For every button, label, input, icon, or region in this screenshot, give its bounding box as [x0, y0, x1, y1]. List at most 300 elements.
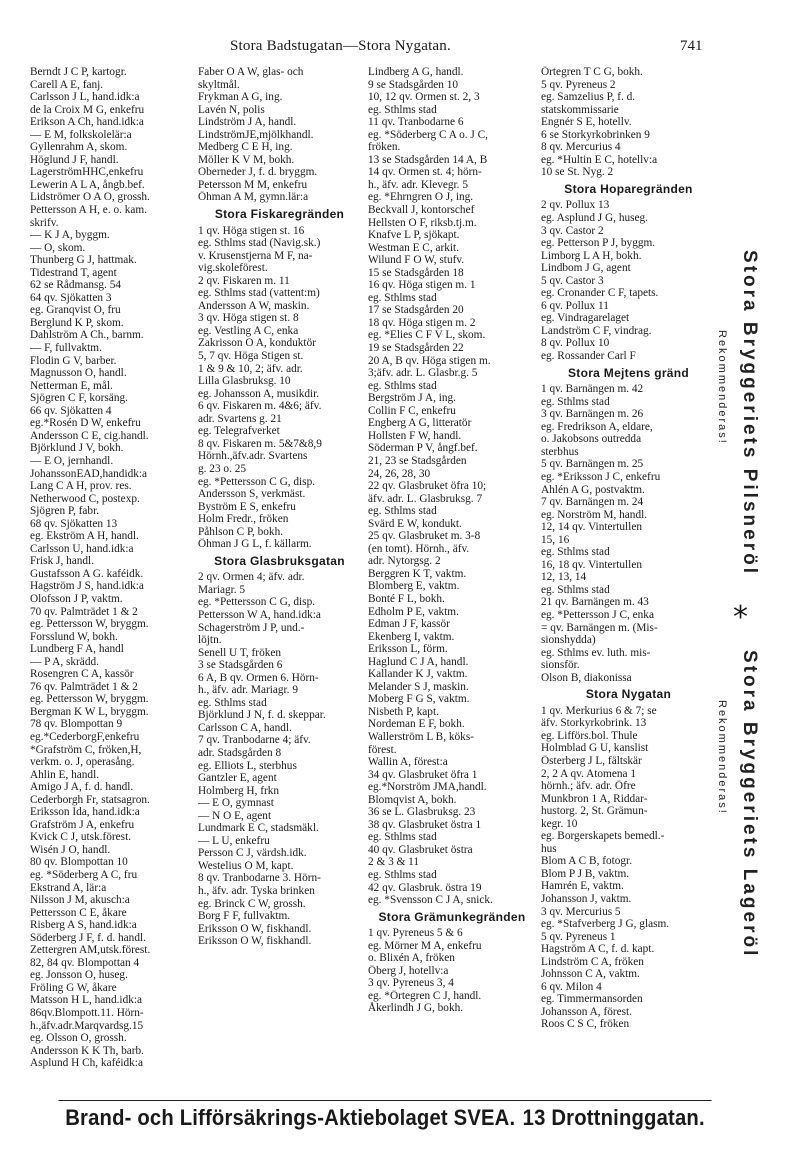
directory-entry: eg. *Söderberg C A o. J C,: [368, 128, 488, 141]
directory-entry: 76 qv. Palmträdet 1 & 2: [30, 680, 138, 693]
directory-entry: eg. Sthlms stad: [541, 395, 610, 408]
directory-entry: Eriksson O W, fiskhandl.: [198, 935, 312, 948]
directory-entry: 36 se L. Glasbruksg. 23: [368, 806, 476, 819]
directory-entry: Schagerström J P, und.-: [198, 621, 305, 634]
directory-entry: Åkerlindh J G, bokh.: [368, 1002, 464, 1015]
directory-entry: de la Croix M G, enkefru: [30, 103, 145, 116]
directory-entry: 10, 12 qv. Ormen st. 2, 3: [368, 91, 480, 104]
directory-entry: 66 qv. Sjökatten 4: [30, 404, 112, 417]
directory-entry: Blomqvist A, bokh.: [368, 793, 457, 806]
directory-entry: 8 qv. Fiskaren m. 5&7&8,9: [198, 437, 322, 450]
directory-entry: (en tomt). Hörnh., äfv.: [368, 542, 470, 555]
directory-entry: skrifv.: [30, 216, 59, 229]
directory-entry: Cederborgh Fr, statsagron.: [30, 793, 150, 806]
directory-entry: Wallin A, förest:a: [368, 756, 448, 769]
directory-entry: Lilla Glasbruksg. 10: [198, 375, 291, 388]
directory-entry: eg. Rossander Carl F: [541, 350, 636, 363]
directory-entry: Lindbom J G, agent: [541, 262, 631, 275]
directory-entry: förest.: [368, 743, 397, 756]
directory-entry: 62 se Rådmansg. 54: [30, 279, 121, 292]
directory-entry: eg. *Pettersson C G, disp.: [198, 475, 316, 488]
directory-entry: statskommissarie: [541, 103, 619, 116]
directory-entry: Johansson J, vaktm.: [541, 893, 632, 905]
directory-entry: eg. Lifförs.bol. Thule: [541, 729, 638, 742]
directory-entry: fröken.: [368, 141, 401, 154]
directory-entry: 6 qv. Pollux 11: [541, 299, 609, 312]
directory-entry: 2 qv. Fiskaren m. 11: [198, 274, 290, 287]
directory-entry: 68 qv. Sjökatten 13: [30, 517, 118, 530]
directory-entry: Flodin G V, barber.: [30, 354, 117, 367]
directory-entry: — K J A, byggm.: [30, 229, 110, 242]
directory-entry: Öhman A M, gymn.lär:a: [198, 191, 309, 204]
directory-entry: eg. Sthlms stad: [368, 291, 437, 304]
directory-entry: Johnsson C A, vaktm.: [541, 968, 640, 981]
directory-entry: — O, skom.: [30, 241, 86, 254]
directory-entry: 42 qv. Glasbruk. östra 19: [368, 881, 482, 894]
directory-entry: eg. Samzelius P, f. d.: [541, 91, 636, 104]
directory-entry: 8 qv. Tranbodarne 3. Hörn-: [198, 872, 321, 885]
directory-entry: eg. Sthlms ev. luth. mis-: [541, 646, 651, 659]
directory-entry: Netherwood C, postexp.: [30, 492, 140, 505]
directory-entry: Magnusson O, handl.: [30, 367, 127, 380]
directory-entry: Frykman A G, ing.: [198, 91, 283, 104]
directory-entry: 34 qv. Glasbruket öfra 1: [368, 768, 478, 781]
directory-entry: 6 se Storkyrkobrinken 9: [541, 128, 650, 141]
star-icon: *: [733, 600, 748, 635]
directory-entry: 1 qv. Merkurius 6 & 7; se: [541, 704, 657, 717]
directory-entry: Matsson H L, hand.idk:a: [30, 994, 143, 1007]
directory-entry: 12, 13, 14: [541, 571, 587, 584]
directory-entry: — F, fullvaktm.: [30, 342, 102, 355]
directory-entry: vig.skoleförest.: [198, 262, 268, 275]
directory-entry: 15, 16: [541, 533, 570, 546]
directory-entry: Petersson M M, enkefru: [198, 178, 308, 191]
directory-entry: 19 se Stadsgården 22: [368, 342, 464, 355]
directory-entry: Hellsten O F, riksb.tj.m.: [368, 216, 477, 229]
directory-entry: 21 qv. Barnängen m. 43: [541, 596, 649, 609]
directory-entry: Westman E C, arkit.: [368, 241, 460, 254]
directory-entry: 6 A, B qv. Ormen 6. Hörn-: [198, 671, 319, 684]
directory-entry: eg. Johansson A, musikdir.: [198, 387, 320, 400]
directory-entry: Asplund H Ch, kaféidk:a: [30, 1057, 143, 1070]
directory-entry: Holmberg H, frkn: [198, 784, 280, 797]
directory-entry: h., äfv. adr. Tyska brinken: [198, 885, 315, 897]
directory-entry: 8 qv. Pollux 10: [541, 337, 610, 350]
side-ad-lager: Stora Bryggeriets Lageröl: [739, 650, 760, 959]
directory-entry: eg. Cronander C F, tapets.: [541, 287, 659, 300]
directory-entry: 86qv.Blompott.11. Hörn-: [30, 1007, 144, 1020]
directory-entry: 3 qv. Barnängen m. 26: [541, 408, 644, 421]
street-heading: Stora Hoparegränden: [564, 181, 693, 196]
directory-entry: Lidströmer O A O, grossh.: [30, 191, 150, 204]
directory-entry: 1 qv. Pyreneus 5 & 6: [368, 927, 463, 940]
directory-entry: Lewerin A L A, ångb.bef.: [30, 178, 145, 191]
directory-entry: eg. *Stafverberg J G, glasm.: [541, 918, 670, 931]
directory-entry: Bergström J A, ing.: [368, 392, 456, 405]
directory-entry: eg. *Eriksson J C, enkefru: [541, 470, 661, 483]
directory-entry: kegr. 10: [541, 817, 578, 830]
directory-entry: Roos C S C, fröken: [541, 1018, 630, 1031]
directory-entry: Svärd E W, kondukt.: [368, 517, 462, 530]
street-heading: Stora Glasbruksgatan: [214, 553, 345, 568]
directory-entry: Grafström J A, enkefru: [30, 818, 135, 831]
directory-entry: 2 qv. Ormen 4; äfv. adr.: [198, 571, 305, 584]
directory-entry: löjtn.: [198, 634, 222, 647]
directory-entry: Olofsson J P, vaktm.: [30, 592, 123, 605]
directory-entry: 2 qv. Pollux 13: [541, 199, 610, 212]
directory-entry: Eriksson Ida, hand.idk:a: [30, 806, 140, 819]
directory-entry: — E O, jernhandl.: [30, 454, 114, 467]
directory-entry: eg. Vindragarelaget: [541, 312, 630, 325]
directory-entry: Ahlin E, handl.: [30, 768, 100, 781]
footer-ad-text: Brand- och Lifförsäkrings-Aktiebolaget SVEA.: [65, 1105, 516, 1130]
directory-entry: eg. Vestling A C, enka: [198, 324, 299, 337]
directory-entry: eg. Sthlms stad: [368, 869, 437, 881]
street-heading: Stora Nygatan: [585, 687, 672, 702]
directory-entry: — P A, skrädd.: [30, 655, 99, 668]
directory-entry: eg. Olsson O, grossh.: [30, 1032, 127, 1045]
directory-entry: eg. Telegrafverket: [198, 425, 280, 438]
directory-entry: eg. Pettersson W, bryggm.: [30, 693, 149, 706]
directory-entry: eg. Mörner M A, enkefru: [368, 939, 482, 952]
directory-entry: eg. Sthlms stad: [198, 696, 267, 709]
column-2: [198, 66, 361, 948]
directory-entry: eg. Pettersson W, bryggm.: [30, 618, 149, 631]
directory-entry: 12, 14 qv. Vintertullen: [541, 521, 642, 534]
directory-entry: eg. Sthlms stad: [368, 103, 437, 116]
directory-entry: Senell U T, fröken: [198, 646, 282, 659]
directory-entry: — E M, folkskolelär:a: [30, 128, 132, 141]
directory-entry: 9 se Stadsgården 10: [368, 78, 459, 91]
directory-entry: Amigo J A, f. d. handl.: [30, 781, 134, 794]
directory-entry: Fröling G W, åkare: [30, 981, 117, 994]
directory-entry: eg. Elliots L, sterbhus: [198, 759, 297, 772]
directory-entry: 3;äfv. adr. L. Glasbr.g. 5: [368, 367, 478, 380]
directory-entry: Höglund J F, handl.: [30, 153, 119, 166]
directory-entry: 2 & 3 & 11: [368, 856, 420, 869]
directory-entry: Zakrisson O A, konduktör: [198, 337, 316, 350]
directory-entry: eg. *Örtegren C J, handl.: [368, 989, 482, 1002]
directory-entry: 82, 84 qv. Blompottan 4: [30, 956, 140, 969]
directory-entry: 78 qv. Blompottan 9: [30, 718, 123, 731]
directory-entry: Påhlson C P, bokh.: [198, 525, 284, 538]
directory-entry: = qv. Barnängen m. (Mis-: [541, 621, 658, 634]
directory-entry: g. 23 o. 25: [198, 462, 247, 475]
directory-entry: Berglund K P, skom.: [30, 316, 124, 329]
directory-entry: 3 qv. Castor 2: [541, 224, 604, 237]
directory-entry: v. Krusenstjerna M F, na-: [198, 249, 313, 262]
directory-entry: 20 A, B qv. Höga stigen m.: [368, 354, 491, 367]
directory-entry: Sjögren C F, korsäng.: [30, 392, 128, 405]
directory-entry: adr. Stadsgården 8: [198, 746, 282, 759]
directory-entry: Hagström A C, f. d. kapt.: [541, 943, 655, 956]
directory-entry: hus: [541, 842, 557, 855]
directory-entry: 70 qv. Palmträdet 1 & 2: [30, 605, 138, 618]
directory-entry: Nisbeth P, kapt.: [368, 705, 439, 718]
footer-advertisement: [58, 1100, 711, 1131]
directory-entry: 6 qv. Fiskaren m. 4&6; äfv.: [198, 400, 322, 413]
directory-entry: 1 qv. Barnängen m. 42: [541, 383, 644, 396]
directory-entry: h., äfv. adr. Klevegr. 5: [368, 178, 468, 191]
directory-entry: Kallander K J, vaktm.: [368, 668, 468, 681]
directory-entry: Nordeman E F, bokh.: [368, 718, 465, 731]
directory-entry: Öberg J, hotellv:a: [368, 964, 449, 977]
directory-entry: eg. *Svensson C J A, snick.: [368, 894, 493, 907]
directory-entry: 25 qv. Glasbruket m. 3-8: [368, 530, 481, 543]
directory-entry: sterbhus: [541, 445, 579, 458]
directory-entry: 3 qv. Höga stigen st. 8: [198, 312, 299, 325]
directory-entry: 8 qv. Mercurius 4: [541, 141, 621, 154]
directory-entry: 21, 23 se Stadsgården: [368, 454, 467, 467]
directory-entry: Faber O A W, glas- och: [198, 66, 304, 78]
directory-entry: Gustafsson A G. kaféidk.: [30, 567, 144, 580]
directory-entry: skyltmål.: [198, 78, 240, 91]
directory-entry: Oberneder J, f. d. bryggm.: [198, 166, 318, 179]
directory-entry: sionshydda): [541, 634, 596, 647]
directory-entry: Blom A C B, fotogr.: [541, 855, 633, 868]
directory-entry: 13 se Stadsgården 14 A, B: [368, 153, 488, 166]
directory-entry: Ekenberg I, vaktm.: [368, 630, 455, 643]
directory-entry: Pettersson C E, åkare: [30, 906, 127, 919]
directory-entry: Berggren K T, vaktm.: [368, 567, 467, 580]
directory-entry: Knafve L P, sjökapt.: [368, 229, 460, 242]
directory-entry: Pettersson A H, e. o. kam.: [30, 204, 148, 217]
directory-entry: Möller K V M, bokh.: [198, 153, 295, 166]
directory-entry: Dahlström A Ch., barnm.: [30, 329, 144, 342]
directory-entry: Andersson A W, maskin.: [198, 299, 310, 312]
column-3: [368, 66, 536, 1015]
directory-entry: Hamrén E, vaktm.: [541, 880, 624, 893]
directory-entry: Hollsten F W, handl.: [368, 429, 462, 442]
directory-entry: Olson B, diakonissa: [541, 671, 632, 684]
directory-entry: 5 qv. Pyreneus 1: [541, 930, 616, 943]
directory-entry: Söderman P V, ångf.bef.: [368, 442, 478, 455]
directory-entry: Gantzler E, agent: [198, 772, 277, 785]
directory-entry: Tidestrand T, agent: [30, 266, 117, 279]
directory-entry: 16, 18 qv. Vintertullen: [541, 558, 642, 571]
directory-entry: Lundberg F A, handl: [30, 643, 124, 656]
directory-entry: Ekstrand A, lär:a: [30, 881, 107, 894]
directory-entry: Mariagr. 5: [198, 583, 246, 596]
directory-entry: Sjögren P, fabr.: [30, 505, 100, 518]
directory-entry: eg. Sthlms stad: [368, 379, 437, 392]
directory-entry: adr. Svartens g. 21: [198, 412, 282, 425]
directory-entry: Westelius O M, kapt.: [198, 859, 294, 872]
directory-entry: 22 qv. Glasbruket öfra 10;: [368, 480, 487, 493]
directory-entry: 40 qv. Glasbruket östra: [368, 843, 473, 856]
directory-entry: Wisén J O, handl.: [30, 843, 111, 856]
directory-entry: Örtegren T C G, bokh.: [541, 66, 643, 78]
directory-entry: Eriksson O W, fiskhandl.: [198, 922, 312, 935]
directory-entry: Haglund C J A, handl.: [368, 655, 469, 668]
directory-entry: 24, 26, 28, 30: [368, 467, 431, 480]
directory-entry: eg. *Elies C F V L, skom.: [368, 329, 486, 342]
directory-entry: 17 se Stadsgården 20: [368, 304, 464, 317]
directory-entry: Netterman E, mål.: [30, 379, 113, 392]
directory-entry: Persson C J, värdsh.idk.: [198, 847, 307, 860]
directory-entry: eg. Norström M, handl.: [541, 508, 648, 521]
directory-entry: LagerströmHHC,enkefru: [30, 166, 144, 179]
directory-entry: Holmblad G U, kanslist: [541, 742, 649, 755]
directory-entry: eg. Sthlms stad: [368, 831, 437, 844]
directory-entry: Eriksson L, förm.: [368, 643, 448, 656]
directory-entry: 38 qv. Glasbruket östra 1: [368, 818, 482, 831]
directory-entry: Johansson A, förest.: [541, 1005, 632, 1018]
directory-entry: Andersson K K Th, barb.: [30, 1044, 145, 1057]
directory-entry: Byström E S, enkefru: [198, 500, 296, 513]
page-header: [0, 38, 785, 60]
directory-entry: Moberg F G S, vaktm.: [368, 693, 470, 706]
side-ad-recommend-bottom: Rekommenderas!: [716, 700, 728, 815]
directory-entry: eg. *Ehrngren O J, ing.: [368, 191, 474, 204]
directory-entry: JohanssonEAD,handidk:a: [30, 467, 148, 480]
directory-entry: Munkbron 1 A, Riddar-: [541, 792, 648, 805]
directory-entry: Carlsson U, hand.idk:a: [30, 542, 134, 555]
directory-entry: Landström C F, vindrag.: [541, 324, 652, 337]
directory-entry: eg. Jonsson O, huseg.: [30, 969, 128, 982]
directory-entry: Edman J F, kassör: [368, 618, 450, 631]
directory-entry: 80 qv. Blompottan 10: [30, 856, 128, 869]
directory-entry: Rosengren C A, kassör: [30, 668, 134, 681]
directory-entry: 3 qv. Mercurius 5: [541, 905, 621, 918]
directory-entry: Melander S J, maskin.: [368, 680, 469, 693]
directory-entry: Björklund J V, bokh.: [30, 442, 124, 455]
directory-entry: 6 qv. Milon 4: [541, 980, 602, 993]
directory-entry: 5 qv. Pyreneus 2: [541, 78, 616, 91]
directory-entry: Borg F F, fullvaktm.: [198, 910, 291, 923]
directory-entry: eg. Petterson P J, byggm.: [541, 237, 656, 250]
directory-entry: 7 qv. Tranbodarne 4; äfv.: [198, 734, 311, 747]
directory-entry: Björklund J N, f. d. skeppar.: [198, 709, 326, 722]
directory-entry: 11 qv. Tranbodarne 6: [368, 116, 464, 129]
directory-entry: Holm Fredr., fröken: [198, 513, 289, 526]
directory-entry: eg. Fredrikson A, eldare,: [541, 420, 653, 433]
directory-entry: Ahlén A G, postvaktm.: [541, 483, 645, 496]
directory-entry: 10 se St. Nyg. 2: [541, 166, 614, 179]
directory-entry: Bergman K W L, bryggm.: [30, 705, 149, 718]
directory-entry: Wilund F O W, stufv.: [368, 254, 465, 267]
directory-entry: 18 qv. Höga stigen m. 2: [368, 316, 476, 329]
footer-address: 13 Drottninggatan.: [522, 1105, 705, 1130]
directory-entry: eg. Timmermansorden: [541, 993, 643, 1006]
directory-entry: 5, 7 qv. Höga Stigen st.: [198, 350, 304, 363]
directory-entry: *Grafström C, fröken,H,: [30, 743, 142, 756]
directory-entry: Beckvall J, kontorschef: [368, 204, 475, 217]
column-4: [541, 66, 716, 1031]
directory-entry: Bonté F L, bokh.: [368, 592, 445, 605]
directory-entry: Lindström C A, fröken: [541, 955, 644, 968]
directory-entry: eg. *Hultin E C, hotellv:a: [541, 153, 658, 166]
directory-entry: äfv. Storkyrkobrink. 13: [541, 717, 647, 730]
directory-entry: Medberg C E H, ing.: [198, 141, 293, 154]
directory-entry: Gyllenrahm A, skom.: [30, 141, 128, 154]
directory-entry: Carlsson C A, handl.: [198, 721, 292, 734]
directory-entry: Lavén N, polis: [198, 103, 265, 116]
directory-entry: sionsför.: [541, 659, 580, 672]
column-1: [30, 66, 190, 1070]
directory-entry: Söderberg J F, f. d. handl.: [30, 931, 146, 944]
directory-entry: eg.*CederborgF,enkefru: [30, 730, 140, 743]
directory-entry: eg.*Rosén D W, enkefru: [30, 417, 141, 430]
directory-entry: Thunberg G J, hattmak.: [30, 254, 137, 267]
directory-entry: Carlsson J L, hand.idk:a: [30, 91, 140, 104]
directory-entry: Edholm P E, vaktm.: [368, 605, 459, 618]
directory-entry: eg. Brinck C W, grossh.: [198, 897, 306, 910]
directory-entry: hustorg. 2, St. Grämun-: [541, 805, 648, 818]
directory-entry: Lindberg A G, handl.: [368, 66, 464, 78]
directory-entry: hörnh.; äfv. adr. Öfre: [541, 780, 636, 793]
directory-entry: h.,äfv.adr.Marqvardsg.15: [30, 1019, 144, 1032]
directory-entry: eg. Sthlms stad (Navig.sk.): [198, 237, 321, 250]
directory-entry: eg. *Söderberg A C, fru: [30, 869, 138, 881]
directory-entry: 2, 2 A qv. Atomena 1: [541, 767, 636, 780]
directory-entry: Engberg A G, litteratör: [368, 417, 472, 430]
directory-entry: — L U, enkefru: [198, 834, 270, 847]
directory-entry: eg. Granqvist O, fru: [30, 304, 121, 317]
directory-entry: Hörnh.,äfv.adr. Svartens: [198, 450, 308, 463]
directory-entry: eg. Sthlms stad: [368, 505, 437, 518]
directory-entry: eg. Sthlms stad (vattent:m): [198, 287, 320, 300]
directory-entry: 64 qv. Sjökatten 3: [30, 291, 112, 304]
directory-entry: o. Blixén A, fröken: [368, 952, 455, 965]
directory-entry: Lundmark E C, stadsmäkl.: [198, 822, 319, 835]
directory-entry: Lang C A H, prov. res.: [30, 480, 132, 493]
directory-entry: Carell A E, fanj.: [30, 78, 104, 91]
directory-entry: Blom P J B, vaktm.: [541, 867, 630, 880]
directory-entry: Forsslund W, bokh.: [30, 630, 118, 643]
directory-entry: 1 & 9 & 10, 2; äfv. adr.: [198, 362, 303, 375]
directory-entry: eg. Ekström A H, handl.: [30, 530, 139, 543]
directory-entry: Wallerström L B, köks-: [368, 730, 474, 743]
directory-entry: Pettersson W A, hand.idk:a: [198, 608, 321, 621]
directory-entry: Andersson S, verkmäst.: [198, 488, 306, 501]
directory-entry: Lindström J A, handl.: [198, 116, 297, 129]
directory-entry: h., äfv. adr. Mariagr. 9: [198, 684, 298, 697]
directory-entry: Zettergren AM,utsk.förest.: [30, 944, 151, 957]
directory-entry: 5 qv. Castor 3: [541, 274, 604, 287]
directory-entry: Andersson C E, cig.handl.: [30, 429, 149, 442]
directory-entry: eg. *Pettersson C G, disp.: [198, 596, 316, 609]
street-heading: Stora Grämunkegränden: [378, 909, 526, 924]
directory-entry: 5 qv. Barnängen m. 25: [541, 458, 644, 471]
directory-entry: — E O, gymnast: [198, 797, 274, 810]
directory-entry: Engnér S E, hotellv.: [541, 116, 632, 129]
directory-entry: eg. Sthlms stad: [541, 546, 610, 559]
directory-entry: — N O E, agent: [198, 809, 272, 822]
directory-entry: Berndt J C P, kartogr.: [30, 66, 127, 78]
directory-entry: Collin F C, enkefru: [368, 404, 456, 417]
directory-entry: 7 qv. Barnängen m. 24: [541, 496, 644, 509]
directory-entry: äfv. adr. L. Glasbruksg. 7: [368, 492, 483, 505]
street-heading: Stora Mejtens gränd: [567, 365, 690, 380]
directory-entry: 15 se Stadsgården 18: [368, 266, 464, 279]
directory-entry: Nilsson J M, akusch:a: [30, 894, 130, 907]
side-ad-recommend-top: Rekommenderas!: [716, 330, 728, 445]
page-title: Stora Badstugatan—Stora Nygatan.: [230, 38, 451, 54]
directory-entry: Blomberg E, vaktm.: [368, 580, 460, 593]
street-heading: Stora Fiskaregränden: [214, 207, 345, 222]
page-number: 741: [680, 38, 703, 54]
directory-entry: eg. Asplund J G, huseg.: [541, 212, 649, 225]
directory-entry: Limborg L A H, bokh.: [541, 249, 642, 262]
directory-entry: 14 qv. Ormen st. 4; hörn-: [368, 166, 482, 179]
side-ad-pilsner: Stora Bryggeriets Pilsneröl: [739, 250, 760, 576]
directory-entry: Frisk J, handl.: [30, 555, 95, 568]
directory-entry: eg.*Norström JMA,handl.: [368, 781, 487, 794]
directory-entry: adr. Nytorgsg. 2: [368, 555, 441, 568]
directory-entry: eg. Sthlms stad: [541, 583, 610, 596]
directory-entry: 1 qv. Höga stigen st. 16: [198, 224, 305, 237]
